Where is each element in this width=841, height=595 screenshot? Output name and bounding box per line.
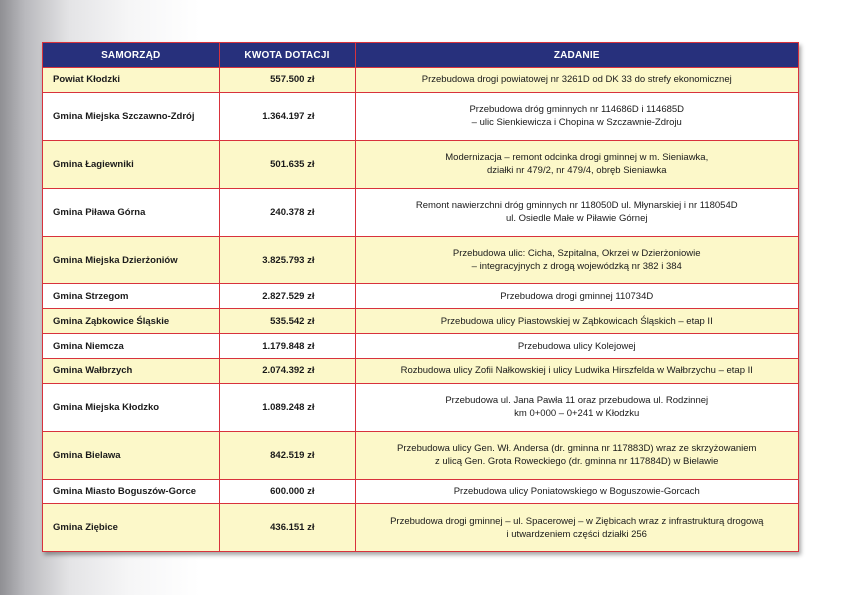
header-samorzad: SAMORZĄD	[43, 43, 219, 68]
table-row	[43, 431, 798, 479]
cell-samorzad: Gmina Bielawa	[43, 431, 219, 479]
zadanie-line: Przebudowa ul. Jana Pawła 11 oraz przebudowa ul. Rodzinnej	[445, 395, 709, 407]
cell-kwota-dotacji: 1.179.848 zł	[219, 334, 355, 359]
cell-kwota-dotacji: 557.500 zł	[219, 68, 355, 93]
cell-zadanie	[355, 504, 798, 551]
cell-samorzad: Gmina Miejska Kłodzko	[43, 383, 219, 431]
cell-zadanie	[355, 236, 798, 284]
table-row	[43, 309, 798, 334]
zadanie-line: km 0+000 – 0+241 w Kłodzku	[514, 408, 640, 420]
table-row	[43, 140, 798, 188]
cell-kwota-dotacji: 600.000 zł	[219, 479, 355, 504]
cell-samorzad: Gmina Ziębice	[43, 504, 219, 551]
header-kwota-dotacji: KWOTA DOTACJI	[219, 43, 355, 68]
cell-samorzad: Gmina Wałbrzych	[43, 358, 219, 383]
cell-zadanie	[355, 92, 798, 140]
cell-samorzad: Gmina Ząbkowice Śląskie	[43, 309, 219, 334]
cell-kwota-dotacji: 3.825.793 zł	[219, 236, 355, 284]
cell-zadanie	[355, 140, 798, 188]
zadanie-line: Remont nawierzchni dróg gminnych nr 118050D ul. Młynarskiej i nr 118054D	[415, 200, 738, 212]
zadanie-line: Przebudowa ulicy Kolejowej	[517, 340, 636, 352]
cell-kwota-dotacji: 1.089.248 zł	[219, 383, 355, 431]
cell-kwota-dotacji: 1.364.197 zł	[219, 92, 355, 140]
table-body	[43, 68, 798, 552]
cell-samorzad: Gmina Miejska Szczawno-Zdrój	[43, 92, 219, 140]
zadanie-line: Przebudowa drogi powiatowej nr 3261D od DK 33 do strefy ekonomicznej	[421, 74, 732, 86]
grants-table	[43, 43, 798, 551]
zadanie-line: Rozbudowa ulicy Zofii Nałkowskiej i ulicy Ludwika Hirszfelda w Wałbrzychu – etap II	[400, 365, 753, 377]
cell-kwota-dotacji: 240.378 zł	[219, 188, 355, 236]
cell-zadanie	[355, 334, 798, 359]
cell-samorzad: Gmina Miasto Boguszów-Gorce	[43, 479, 219, 504]
cell-zadanie	[355, 358, 798, 383]
zadanie-line: Przebudowa drogi gminnej – ul. Spacerowej – w Ziębicach wraz z infrastrukturą drogową	[390, 515, 764, 527]
zadanie-line: – ulic Sienkiewicza i Chopina w Szczawnie-Zdroju	[471, 117, 682, 129]
cell-samorzad: Gmina Strzegom	[43, 284, 219, 309]
table-row	[43, 479, 798, 504]
table-row	[43, 92, 798, 140]
cell-kwota-dotacji: 2.074.392 zł	[219, 358, 355, 383]
grants-table-frame	[42, 42, 799, 552]
cell-samorzad: Gmina Piława Górna	[43, 188, 219, 236]
zadanie-line: Przebudowa ulic: Cicha, Szpitalna, Okrzei w Dzierżoniowie	[452, 248, 701, 259]
cell-zadanie	[355, 479, 798, 504]
table-row	[43, 68, 798, 93]
table-row	[43, 358, 798, 383]
zadanie-line: Modernizacja – remont odcinka drogi gminnej w m. Sieniawka,	[445, 152, 709, 164]
cell-kwota-dotacji: 501.635 zł	[219, 140, 355, 188]
zadanie-line: Przebudowa ulicy Piastowskiej w Ząbkowicach Śląskich – etap II	[440, 315, 713, 327]
cell-kwota-dotacji: 535.542 zł	[219, 309, 355, 334]
zadanie-line: Przebudowa drogi gminnej 110734D	[500, 290, 654, 302]
cell-kwota-dotacji: 2.827.529 zł	[219, 284, 355, 309]
zadanie-line: Przebudowa dróg gminnych nr 114686D i 114685D	[469, 104, 685, 116]
table-row	[43, 504, 798, 551]
table-row	[43, 188, 798, 236]
cell-zadanie	[355, 68, 798, 93]
table-row	[43, 236, 798, 284]
table-row	[43, 284, 798, 309]
zadanie-line: z ulicą Gen. Grota Roweckiego (dr. gminna nr 117884D) w Bielawie	[435, 456, 719, 468]
zadanie-line: i utwardzeniem części działki 256	[506, 528, 647, 540]
table-header-row	[43, 43, 798, 68]
cell-samorzad: Gmina Łagiewniki	[43, 140, 219, 188]
zadanie-line: ul. Osiedle Małe w Piławie Górnej	[505, 213, 648, 225]
cell-kwota-dotacji: 436.151 zł	[219, 504, 355, 551]
zadanie-line: działki nr 479/2, nr 479/4, obręb Sieniawka	[486, 165, 667, 177]
zadanie-line: Przebudowa ulicy Poniatowskiego w Boguszowie-Gorcach	[453, 485, 700, 497]
table-row	[43, 334, 798, 359]
cell-zadanie	[355, 284, 798, 309]
zadanie-line: Przebudowa ulicy Gen. Wł. Andersa (dr. gminna nr 117883D) wraz ze skrzyżowaniem	[397, 443, 757, 455]
cell-samorzad: Powiat Kłodzki	[43, 68, 219, 93]
cell-zadanie	[355, 431, 798, 479]
cell-zadanie	[355, 383, 798, 431]
cell-kwota-dotacji: 842.519 zł	[219, 431, 355, 479]
header-zadanie: ZADANIE	[355, 43, 798, 68]
cell-zadanie	[355, 188, 798, 236]
table-row	[43, 383, 798, 431]
cell-zadanie	[355, 309, 798, 334]
zadanie-line: – integracyjnych z drogą wojewódzką nr 382 i 384	[471, 261, 682, 272]
cell-samorzad: Gmina Miejska Dzierżoniów	[43, 236, 219, 284]
cell-samorzad: Gmina Niemcza	[43, 334, 219, 359]
